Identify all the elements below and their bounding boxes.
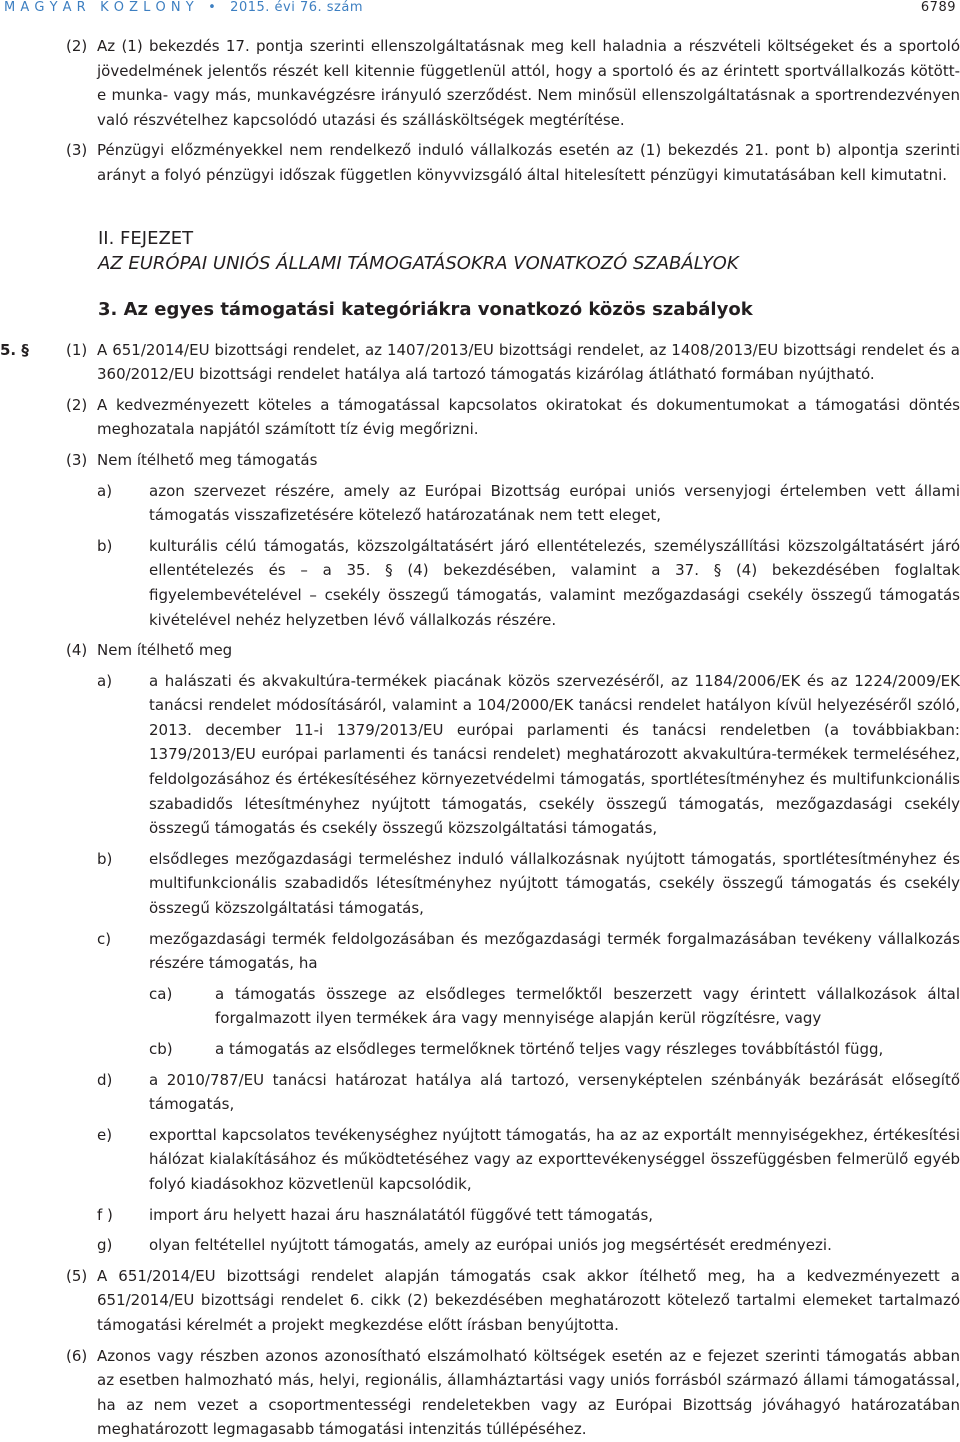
item-text: mezőgazdasági termék feldolgozásában és mezőgazdasági termék forgalmazásában tevékeny vállalkozás részére támogatás, ha	[149, 929, 960, 973]
list-item	[0, 1123, 960, 1197]
sub-item	[0, 1037, 960, 1062]
subitem-letter: ca)	[149, 984, 173, 1003]
item-text: kulturális célú támogatás, közszolgáltatásért járó ellentételezés, személyszállítási közszolgáltatásért járó ellentételezés és – a 35. § (4) bekezdésében, valamint a 37. § (4) bekezdésében foglaltak figyelembevételével – csekély összegű támogatás, valamint mezőgazdasági csekély összegű támogatás kivételével nehéz helyzetben lévő vállalkozás részére.	[149, 536, 960, 629]
paragraph	[0, 638, 960, 663]
paragraph	[0, 338, 960, 387]
item-letter: b)	[97, 536, 113, 555]
paragraph-number: (3)	[66, 141, 88, 160]
paragraph	[0, 138, 960, 187]
item-letter: e)	[97, 1125, 113, 1144]
section-heading: 3. Az egyes támogatási kategóriákra vonatkozó közös szabályok	[98, 298, 753, 320]
paragraph-number: (2)	[66, 395, 88, 414]
list-item	[0, 1203, 960, 1228]
masthead: M A G Y A R K Ö Z L Ö N Y • 2015. évi 76. szám	[4, 0, 363, 15]
item-text: exporttal kapcsolatos tevékenységhez nyújtott támogatás, ha az az exportált mennyiségekhez, értékesítési hálózat kialakításához és működtetéséhez vagy az exporttevékenységgel összefüggésben felmerülő egyéb folyó kiadásokhoz közvetlenül kapcsolódik,	[149, 1125, 960, 1193]
paragraph-number: (5)	[66, 1266, 88, 1285]
paragraph	[0, 448, 960, 473]
chapter-number: II. FEJEZET	[98, 227, 194, 249]
paragraph-number: (3)	[66, 450, 88, 469]
paragraph	[0, 1344, 960, 1442]
item-letter: d)	[97, 1070, 113, 1089]
item-letter: g)	[97, 1236, 113, 1255]
item-text: a halászati és akvakultúra-termékek piacának közös szervezéséről, az 1184/2006/EK és az 1224/2009/EK tanácsi rendelet módosításáról, valamint a 104/2000/EK tanácsi rendelet hatályon kívül helyezéséről szóló, 2013. december 11-i 1379/2013/EU európai parlamenti és tanácsi rendeletben (a továbbiakban: 1379/2013/EU európai parlamenti és tanácsi rendelet) meghatározott akvakultúra-termékek termeléséhez, feldolgozásához és értékesítéséhez környezetvédelmi támogatás, sportlétesítményhez és multifunkcionális szabadidős létesítményhez nyújtott támogatás, csekély összegű támogatás, mezőgazdasági csekély összegű támogatás és csekély összegű közszolgáltatási támogatás,	[149, 671, 960, 838]
item-letter: b)	[97, 849, 113, 868]
paragraph	[0, 34, 960, 132]
paragraph-number: (2)	[66, 37, 88, 55]
paragraph-text: Pénzügyi előzményekkel nem rendelkező induló vállalkozás esetén az (1) bekezdés 21. pont b) alpontja szerinti arányt a folyó pénzügyi időszak független könyvvizsgáló által hitelesített pénzügyi kimutatásában kell kimutatni.	[97, 141, 960, 184]
document-body	[0, 34, 960, 1442]
paragraph-number: (4)	[66, 641, 88, 660]
subitem-text: a támogatás az elsődleges termelőknek történő teljes vagy részleges továbbítástól függ,	[215, 1040, 884, 1058]
item-text: a 2010/787/EU tanácsi határozat hatálya alá tartozó, versenyképtelen szénbányák bezárását elősegítő támogatás,	[149, 1070, 960, 1114]
sub-item	[0, 982, 960, 1031]
paragraph-text: A kedvezményezett köteles a támogatással kapcsolatos okiratokat és dokumentumokat a támogatási döntés meghozatala napjától számított tíz évig megőrizni.	[97, 395, 960, 439]
list-item	[0, 534, 960, 632]
list-item	[0, 847, 960, 921]
list-item	[0, 1233, 960, 1258]
paragraph-text: Nem ítélhető meg támogatás	[97, 450, 318, 469]
item-letter: a)	[97, 671, 113, 690]
item-letter: c)	[97, 929, 112, 948]
subitem-text: a támogatás összege az elsődleges termelőktől beszerzett vagy érintett vállalkozások által forgalmazott ilyen termékek ára vagy mennyisége alapján kerül rögzítésre, vagy	[215, 984, 960, 1028]
item-text: azon szervezet részére, amely az Európai Bizottság európai uniós versenyjogi értelemben vett állami támogatás visszafizetésére kötelező határozatának nem tett eleget,	[149, 481, 960, 525]
paragraph-text: Azonos vagy részben azonos azonosítható elszámolható költségek esetén az e fejezet szerinti támogatás abban az esetben halmozható más, helyi, regionális, államháztartási vagy uniós forrásból származó állami támogatással, ha az nem vezet a csoportmentességi rendeletekben vagy az Európai Bizottság jóváhagyó határozatában meghatározott legmagasabb támogatási intenzitás túllépéséhez.	[97, 1346, 960, 1439]
list-item	[0, 1068, 960, 1117]
paragraph-text: Nem ítélhető meg	[97, 641, 233, 660]
item-text: elsődleges mezőgazdasági termeléshez induló vállalkozásnak nyújtott támogatás, sportlétesítményhez és multifunkcionális szabadidős létesítményhez nyújtott támogatás, csekély összegű támogatás és csekély összegű közszolgáltatási támogatás,	[149, 849, 960, 918]
list-item	[0, 669, 960, 841]
paragraph-text: A 651/2014/EU bizottsági rendelet, az 1407/2013/EU bizottsági rendelet, az 1408/2013/EU bizottsági rendelet és a 360/2012/EU bizottsági rendelet hatálya alá tartozó támogatás kizárólag átlátható formában nyújtható.	[97, 340, 960, 384]
paragraph-text: Az (1) bekezdés 17. pontja szerinti ellenszolgáltatásnak meg kell haladnia a részvételi költségeket és a sportoló jövedelmének jelentős részét kell kitennie függetlenül attól, hogy a sportoló és az érintett sportvállalkozás kötött-e munka- vagy más, munkavégzésre irányuló szerződést. Nem minősül ellenszolgáltatásnak a sportrendezvényen való részvételhez kapcsolódó utazási és szállásköltségek megtérítése.	[97, 37, 960, 129]
paragraph-text: A 651/2014/EU bizottsági rendelet alapján támogatás csak akkor ítélhető meg, ha a kedvezményezett a 651/2014/EU bizottsági rendelet 6. cikk (2) bekezdésében meghatározott kötelező tartalmi elemeket tartalmazó támogatási kérelmét a projekt megkezdése előtt írásban benyújtotta.	[97, 1266, 960, 1334]
paragraph	[0, 393, 960, 442]
paragraph-number: (6)	[66, 1346, 88, 1365]
chapter-title: AZ EURÓPAI UNIÓS ÁLLAMI TÁMOGATÁSOKRA VONATKOZÓ SZABÁLYOK	[98, 252, 739, 274]
page-number: 6789	[920, 0, 956, 15]
paragraph	[0, 1264, 960, 1338]
section-marker: 5. §	[0, 340, 29, 359]
item-text: import áru helyett hazai áru használatától függővé tett támogatás,	[149, 1205, 654, 1224]
paragraph-number: (1)	[66, 340, 88, 359]
list-item	[0, 927, 960, 976]
item-text: olyan feltétellel nyújtott támogatás, amely az európai uniós jog megsértését eredményezi.	[149, 1236, 832, 1255]
subitem-letter: cb)	[149, 1040, 173, 1058]
item-letter: f )	[97, 1205, 113, 1224]
page-header	[0, 0, 960, 18]
item-letter: a)	[97, 481, 113, 500]
list-item	[0, 479, 960, 528]
